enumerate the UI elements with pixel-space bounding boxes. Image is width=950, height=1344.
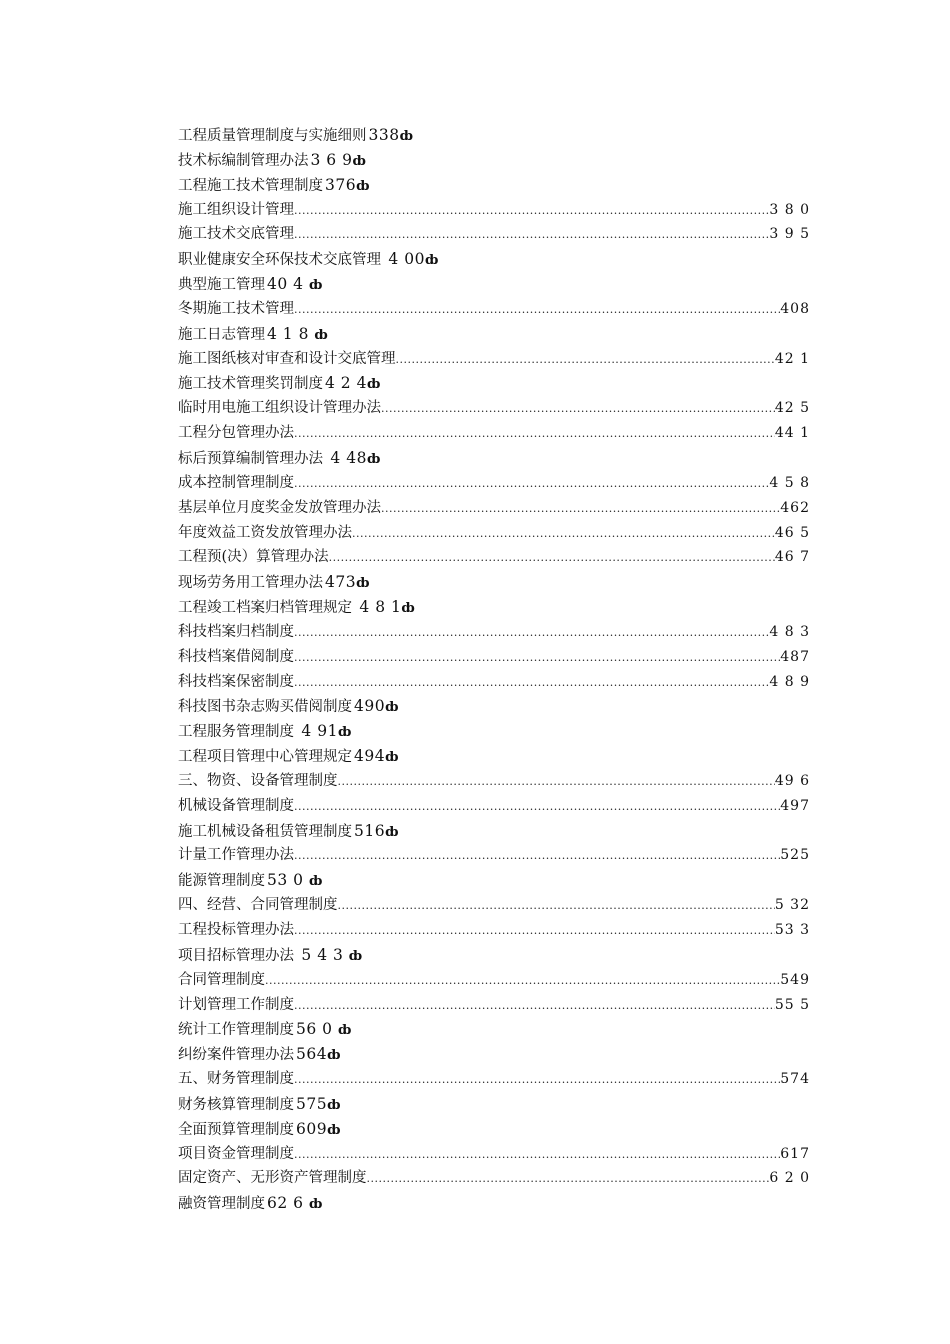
toc-entry (178, 545, 810, 570)
toc-dot-leader (294, 472, 769, 496)
toc-entry (178, 1017, 810, 1042)
paragraph-mark: ȸ (399, 129, 413, 144)
toc-entry-page-number: 487 (780, 648, 810, 665)
toc-entry-title: 工程预(决）算管理办法 (178, 549, 329, 566)
paragraph-mark: ȸ (308, 874, 323, 890)
toc-dot-leader (294, 646, 780, 670)
toc-entry (178, 670, 810, 695)
toc-dot-leader (294, 298, 780, 322)
toc-entry (178, 843, 810, 868)
toc-entry-title: 标后预算编制管理办法 (178, 450, 323, 467)
paragraph-mark: ȸ (327, 1097, 341, 1113)
toc-entry-page-number: 5 4 3 (296, 945, 349, 964)
toc-entry-title: 工程投标管理办法 (178, 922, 294, 938)
toc-dot-leader (367, 1167, 770, 1191)
toc-entry (178, 471, 810, 496)
toc-entry (178, 297, 810, 322)
toc-entry (178, 719, 810, 744)
toc-entry-page-number: 42 1 (774, 350, 810, 367)
toc-dot-leader (338, 894, 775, 918)
toc-entry (178, 371, 810, 396)
toc-entry-page-number: 4 8 3 (769, 623, 810, 640)
toc-entry (178, 868, 810, 893)
toc-entry-page-number: 55 5 (774, 996, 810, 1013)
toc-entry-page-number: 617 (780, 1145, 810, 1162)
toc-entry-page-number: 42 5 (774, 400, 810, 417)
toc-dot-leader (294, 994, 775, 1018)
toc-dot-leader (329, 546, 775, 570)
toc-entry-page-number: 549 (780, 971, 810, 988)
toc-entry (178, 446, 810, 471)
toc-entry-page-number: 49 6 (774, 772, 810, 789)
toc-entry (178, 694, 810, 719)
toc-entry-page-number: 3 8 0 (769, 201, 810, 218)
toc-entry-title: 工程分包管理办法 (178, 425, 294, 442)
toc-entry-page-number: 5 32 (774, 897, 810, 914)
toc-entry-page-number: 6 2 0 (769, 1170, 810, 1187)
toc-entry-page-number: 564 (296, 1045, 328, 1064)
toc-entry-title: 冬期施工技术管理 (178, 300, 294, 317)
toc-entry (178, 1142, 810, 1167)
toc-entry-title: 技术标编制管理办法 (178, 152, 309, 169)
toc-entry-page-number: 53 3 (774, 922, 810, 938)
toc-entry (178, 1117, 810, 1142)
toc-entry-title: 固定资产、无形资产管理制度 (178, 1170, 367, 1187)
toc-entry-title: 项目资金管理制度 (178, 1145, 294, 1162)
toc-entry (178, 1166, 810, 1191)
toc-entry-title: 施工机械设备租赁管理制度 (178, 823, 352, 840)
paragraph-mark: ȸ (385, 824, 399, 840)
paragraph-mark: ȸ (337, 725, 352, 741)
toc-entry (178, 893, 810, 918)
toc-entry (178, 570, 810, 595)
paragraph-mark: ȸ (327, 1122, 341, 1138)
toc-dot-leader (294, 671, 769, 695)
toc-entry-page-number: 62 6 (267, 1194, 309, 1213)
toc-entry (178, 421, 810, 446)
toc-entry (178, 1092, 810, 1117)
toc-entry (178, 1042, 810, 1067)
toc-entry (178, 222, 810, 247)
toc-entry-title: 合同管理制度 (178, 971, 265, 988)
paragraph-mark: ȸ (385, 750, 399, 766)
toc-entry-page-number: 473 (325, 573, 357, 592)
toc-entry-page-number: 4 2 4 (325, 374, 367, 393)
paragraph-mark: ȸ (366, 451, 381, 467)
toc-entry-title: 四、经营、合同管理制度 (178, 897, 338, 914)
toc-entry (178, 496, 810, 521)
toc-entry-title: 全面预算管理制度 (178, 1121, 294, 1138)
toc-entry (178, 521, 810, 546)
toc-entry-title: 五、财务管理制度 (178, 1071, 294, 1088)
toc-entry-page-number: 4 48 (325, 448, 367, 467)
toc-dot-leader (294, 621, 769, 645)
toc-entry (178, 148, 810, 173)
toc-entry-title: 融资管理制度 (178, 1196, 265, 1213)
toc-dot-leader (338, 770, 775, 794)
toc-entry-title: 基层单位月度奖金发放管理办法 (178, 499, 381, 516)
toc-entry-title: 施工技术管理奖罚制度 (178, 376, 323, 393)
toc-entry (178, 645, 810, 670)
toc-entry (178, 1191, 810, 1216)
toc-dot-leader (352, 522, 775, 546)
toc-entry (178, 918, 810, 943)
toc-entry-page-number: 40 4 (267, 275, 309, 294)
toc-entry-title: 统计工作管理制度 (178, 1022, 294, 1039)
paragraph-mark: ȸ (352, 153, 366, 169)
paragraph-mark: ȸ (308, 1197, 323, 1213)
toc-entry (178, 322, 810, 347)
toc-dot-leader (294, 919, 775, 943)
toc-entry (178, 993, 810, 1018)
toc-entry-page-number: 53 0 (267, 871, 309, 890)
toc-dot-leader (294, 1068, 780, 1092)
toc-entry-page-number: 525 (780, 847, 810, 864)
toc-dot-leader (381, 497, 780, 521)
toc-entry (178, 595, 810, 620)
toc-entry-page-number: 46 5 (774, 524, 810, 541)
table-of-contents (178, 123, 810, 1216)
toc-entry (178, 943, 810, 968)
toc-entry (178, 620, 810, 645)
paragraph-mark: ȸ (356, 178, 370, 194)
toc-entry-page-number: 490 (354, 697, 386, 716)
toc-entry (178, 396, 810, 421)
toc-entry-title: 施工组织设计管理 (178, 201, 294, 218)
toc-entry-title: 施工图纸核对审查和设计交底管理 (178, 350, 396, 367)
toc-entry (178, 272, 810, 297)
toc-entry-page-number: 574 (780, 1071, 810, 1088)
paragraph-mark: ȸ (385, 700, 399, 716)
toc-entry-page-number: 376 (325, 175, 357, 194)
toc-entry-title: 典型施工管理 (178, 277, 265, 294)
toc-entry-page-number: 56 0 (296, 1020, 338, 1039)
toc-entry-page-number: 494 (354, 747, 386, 766)
toc-entry-page-number: 408 (780, 300, 810, 317)
toc-entry-page-number: 46 7 (774, 549, 810, 566)
toc-entry-title: 项目招标管理办法 (178, 947, 294, 964)
toc-entry-page-number: 3 9 5 (769, 226, 810, 243)
toc-entry-title: 现场劳务用工管理办法 (178, 575, 323, 592)
toc-dot-leader (294, 422, 775, 446)
toc-entry (178, 819, 810, 844)
toc-entry-title: 科技档案归档制度 (178, 623, 294, 640)
toc-entry-page-number: 609 (296, 1119, 328, 1138)
toc-entry-page-number: 575 (296, 1094, 328, 1113)
toc-entry-title: 工程项目管理中心管理规定 (178, 749, 352, 766)
toc-entry-page-number: 3 6 9 (310, 150, 353, 169)
toc-entry-title: 能源管理制度 (178, 873, 265, 890)
toc-entry-page-number: 4 5 8 (769, 474, 810, 491)
paragraph-mark: ȸ (308, 278, 323, 294)
toc-entry-title: 机械设备管理制度 (178, 797, 294, 814)
toc-entry (178, 744, 810, 769)
toc-entry (178, 123, 810, 148)
toc-entry-page-number: 497 (780, 797, 810, 814)
toc-entry-title: 临时用电施工组织设计管理办法 (178, 400, 381, 417)
toc-entry-title: 计划管理工作制度 (178, 996, 294, 1013)
paragraph-mark: ȸ (314, 327, 328, 343)
paragraph-mark: ȸ (401, 601, 415, 617)
paragraph-mark: ȸ (327, 1048, 341, 1064)
toc-entry-page-number: 516 (354, 821, 386, 840)
toc-entry-title: 年度效益工资发放管理办法 (178, 524, 352, 541)
toc-entry-title: 科技档案保密制度 (178, 673, 294, 690)
toc-entry-title: 施工技术交底管理 (178, 226, 294, 243)
toc-entry-title: 工程施工技术管理制度 (178, 177, 323, 194)
toc-entry-page-number: 4 8 9 (769, 673, 810, 690)
toc-entry-title: 工程服务管理制度 (178, 724, 294, 741)
toc-entry (178, 968, 810, 993)
toc-entry (178, 769, 810, 794)
toc-entry (178, 198, 810, 223)
paragraph-mark: ȸ (424, 253, 439, 269)
toc-entry-page-number: 338 (368, 126, 400, 144)
toc-dot-leader (381, 397, 775, 421)
toc-entry-title: 成本控制管理制度 (178, 474, 294, 491)
toc-entry-page-number: 4 00 (383, 250, 425, 269)
toc-entry-title: 三、物资、设备管理制度 (178, 772, 338, 789)
toc-entry-title: 财务核算管理制度 (178, 1096, 294, 1113)
toc-entry-title: 工程竣工档案归档管理规定 (178, 600, 352, 617)
toc-entry-title: 科技图书杂志购买借阅制度 (178, 699, 352, 716)
toc-dot-leader (396, 348, 775, 372)
toc-entry-page-number: 4 91 (296, 722, 338, 741)
toc-entry (178, 347, 810, 372)
toc-entry-title: 纠纷案件管理办法 (178, 1047, 294, 1064)
toc-dot-leader (294, 844, 780, 868)
paragraph-mark: ȸ (366, 377, 381, 393)
paragraph-mark: ȸ (356, 576, 370, 592)
toc-dot-leader (294, 199, 769, 223)
toc-entry-title: 工程质量管理制度与实施细则 (178, 128, 367, 144)
toc-dot-leader (294, 1143, 780, 1167)
toc-entry-title: 职业健康安全环保技术交底管理 (178, 252, 381, 269)
toc-entry (178, 173, 810, 198)
toc-entry-title: 施工日志管理 (178, 326, 265, 343)
toc-dot-leader (294, 223, 769, 247)
toc-dot-leader (265, 969, 780, 993)
toc-entry-page-number: 44 1 (774, 425, 810, 442)
paragraph-mark: ȸ (337, 1023, 352, 1039)
toc-entry (178, 1067, 810, 1092)
toc-entry-page-number: 4 1 8 (267, 324, 315, 343)
toc-entry (178, 794, 810, 819)
toc-entry (178, 247, 810, 272)
toc-entry-page-number: 4 8 1 (354, 598, 402, 617)
toc-dot-leader (294, 795, 780, 819)
toc-entry-title: 计量工作管理办法 (178, 847, 294, 864)
paragraph-mark: ȸ (348, 948, 363, 964)
toc-entry-title: 科技档案借阅制度 (178, 648, 294, 665)
toc-entry-page-number: 462 (780, 499, 810, 516)
